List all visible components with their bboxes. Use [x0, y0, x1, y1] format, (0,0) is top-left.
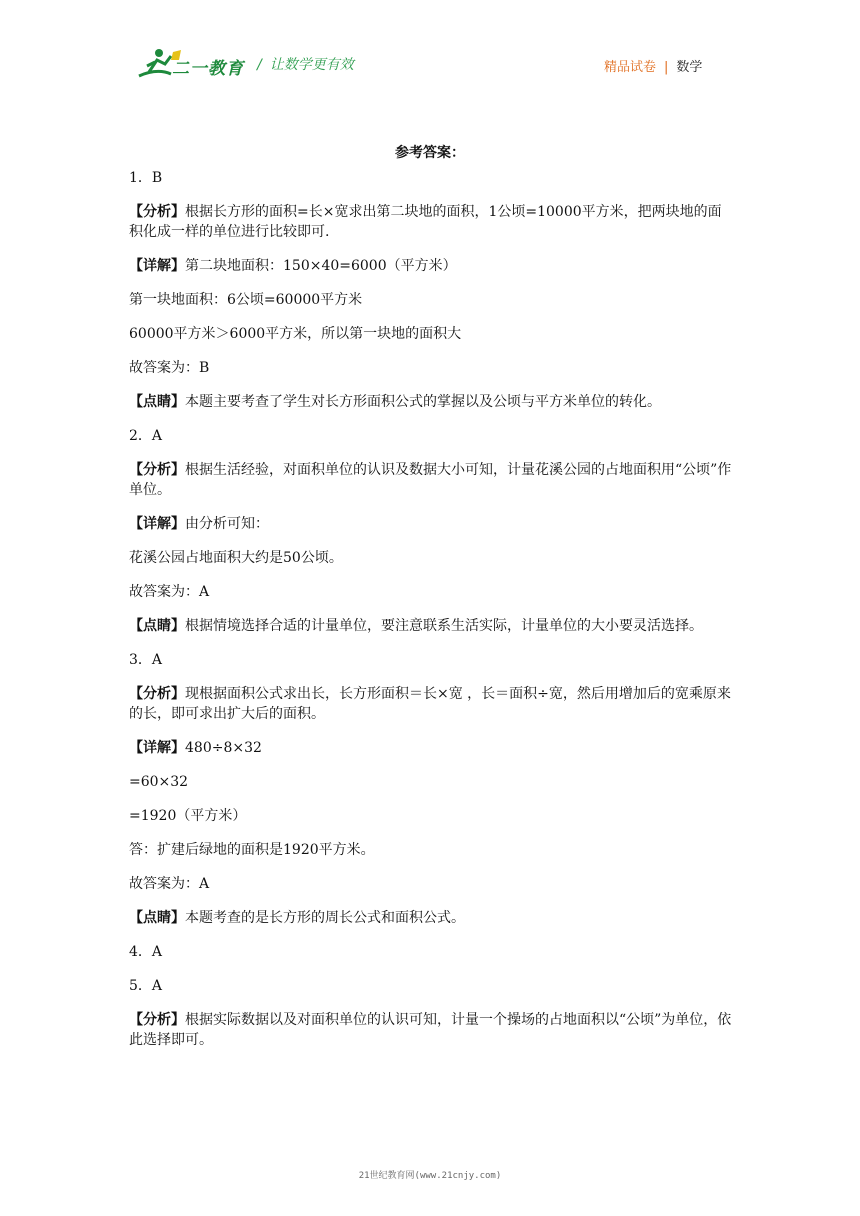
answer-line	[129, 256, 732, 276]
answer-line	[129, 976, 732, 996]
answer-text: 故答案为：A	[129, 584, 210, 600]
answer-line	[129, 392, 732, 412]
answer-line	[129, 290, 732, 310]
answer-line	[129, 908, 732, 928]
answer-text: 2．A	[129, 428, 163, 444]
logo-text: 二一教育	[172, 59, 244, 79]
section-tag: 【分析】	[129, 1012, 185, 1028]
section-tag: 【分析】	[129, 204, 185, 220]
answer-text: 1．B	[129, 170, 163, 186]
section-tag: 【详解】	[129, 258, 185, 274]
answer-line	[129, 460, 732, 500]
section-tag: 【分析】	[129, 686, 185, 702]
answer-line	[129, 548, 732, 568]
answer-text: 根据实际数据以及对面积单位的认识可知，计量一个操场的占地面积以“公顷”为单位，依此选择即可。	[129, 1012, 732, 1048]
answer-text: 根据长方形的面积=长×宽求出第二块地的面积，1公顷=10000平方米，把两块地的面积化成一样的单位进行比较即可.	[129, 204, 722, 240]
answer-line	[129, 942, 732, 962]
section-tag: 【点睛】	[129, 910, 185, 926]
answer-text: 第一块地面积：6公顷=60000平方米	[129, 292, 363, 308]
page-title: 参考答案：	[395, 145, 465, 161]
answer-text: 答：扩建后绿地的面积是1920平方米。	[129, 842, 375, 858]
answer-text: 3．A	[129, 652, 163, 668]
answer-text: 现根据面积公式求出长，长方形面积＝长×宽 ，长＝面积÷宽，然后用增加后的宽乘原来的长，即可求出扩大后的面积。	[129, 686, 731, 722]
answer-text: =1920（平方米）	[129, 808, 247, 824]
answer-text: 5．A	[129, 978, 163, 994]
answer-text: =60×32	[129, 774, 189, 790]
answer-line	[129, 1010, 732, 1050]
answer-line	[129, 772, 732, 792]
subject-label: 数学	[676, 60, 703, 75]
answer-text: 故答案为：A	[129, 876, 210, 892]
answer-text: 60000平方米＞6000平方米，所以第一块地的面积大	[129, 326, 462, 342]
answer-line	[129, 202, 732, 242]
section-tag: 【详解】	[129, 740, 185, 756]
section-tag: 【详解】	[129, 516, 185, 532]
answer-text: 本题考查的是长方形的周长公式和面积公式。	[185, 910, 465, 926]
header-right	[604, 56, 702, 75]
answer-text: 480÷8×32	[185, 740, 262, 756]
answer-line	[129, 806, 732, 826]
answer-line	[129, 650, 732, 670]
divider: |	[664, 60, 669, 75]
section-tag: 【分析】	[129, 462, 185, 478]
answer-content	[129, 168, 732, 1064]
page-footer: 21世纪教育网(www.21cnjy.com)	[358, 1171, 502, 1181]
answer-text: 本题主要考查了学生对长方形面积公式的掌握以及公顷与平方米单位的转化。	[185, 394, 661, 410]
answer-line	[129, 514, 732, 534]
answer-text: 故答案为：B	[129, 360, 210, 376]
answer-line	[129, 358, 732, 378]
brand-label: 精品试卷	[604, 60, 657, 75]
section-tag: 【点睛】	[129, 618, 185, 634]
answer-line	[129, 684, 732, 724]
answer-text: 根据情境选择合适的计量单位，要注意联系生活实际，计量单位的大小要灵活选择。	[185, 618, 703, 634]
answer-line	[129, 168, 732, 188]
answer-line	[129, 324, 732, 344]
answer-line	[129, 874, 732, 894]
answer-line	[129, 616, 732, 636]
answer-line	[129, 582, 732, 602]
answer-text: 4．A	[129, 944, 163, 960]
answer-text: 根据生活经验，对面积单位的认识及数据大小可知，计量花溪公园的占地面积用“公顷”作单位。	[129, 462, 732, 498]
answer-line	[129, 840, 732, 860]
slogan: / 让数学更有效	[257, 57, 354, 73]
answer-line	[129, 738, 732, 758]
section-tag: 【点睛】	[129, 394, 185, 410]
answer-text: 由分析可知：	[185, 516, 269, 532]
answer-line	[129, 426, 732, 446]
answer-text: 花溪公园占地面积大约是50公顷。	[129, 550, 343, 566]
page-header	[0, 0, 860, 100]
answer-text: 第二块地面积：150×40=6000（平方米）	[185, 258, 457, 274]
